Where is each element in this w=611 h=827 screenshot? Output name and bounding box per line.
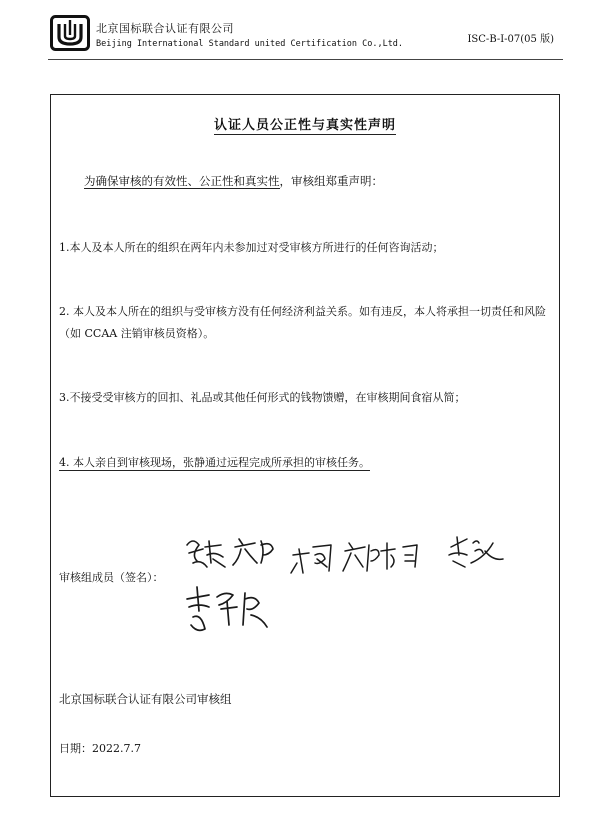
- audit-team-organization: 北京国标联合认证有限公司审核组: [59, 692, 232, 706]
- signature-4: [449, 537, 503, 567]
- declaration-title: [51, 114, 559, 133]
- audit-members-label: 审核组成员（签名）：: [59, 571, 164, 584]
- intro-rest-text: ，审核组郑重声明：: [279, 174, 383, 188]
- signature-3: [343, 543, 417, 571]
- signature-1: [187, 539, 273, 567]
- declaration-item-2: 2. 本人及本人所在的组织与受审核方没有任何经济利益关系。如有违反，本人将承担一切责任和风险（如 CCAA 注销审核员资格）。: [59, 305, 546, 340]
- document-code: ISC-B-I-07(05 版): [467, 34, 554, 45]
- handwritten-signatures: [181, 533, 521, 638]
- company-name-en: Beijing International Standard united Certification Co.,Ltd.: [96, 39, 404, 49]
- declaration-item-4: [59, 452, 549, 474]
- company-logo: [50, 15, 90, 51]
- header-divider: [48, 59, 563, 60]
- declaration-date: 日期：2022.7.7: [59, 742, 141, 755]
- declaration-frame: [50, 94, 560, 797]
- company-name-cn: 北京国标联合认证有限公司: [96, 22, 234, 35]
- signature-2: [291, 545, 331, 573]
- declaration-item-3: 3.不接受受审核方的回扣、礼品或其他任何形式的钱物馈赠，在审核期间食宿从简；: [59, 391, 466, 404]
- signature-5: [187, 587, 267, 630]
- declaration-title-text: 认证人员公正性与真实性声明: [213, 118, 396, 133]
- intro-statement: [84, 173, 383, 189]
- declaration-item-1: 1.本人及本人所在的组织在两年内未参加过对受审核方所进行的任何咨询活动；: [59, 241, 444, 254]
- intro-underlined-text: 为确保审核的有效性、公正性和真实性: [84, 174, 280, 188]
- declaration-item-4-text: 4. 本人亲自到审核现场，张静通过远程完成所承担的审核任务。: [59, 456, 370, 469]
